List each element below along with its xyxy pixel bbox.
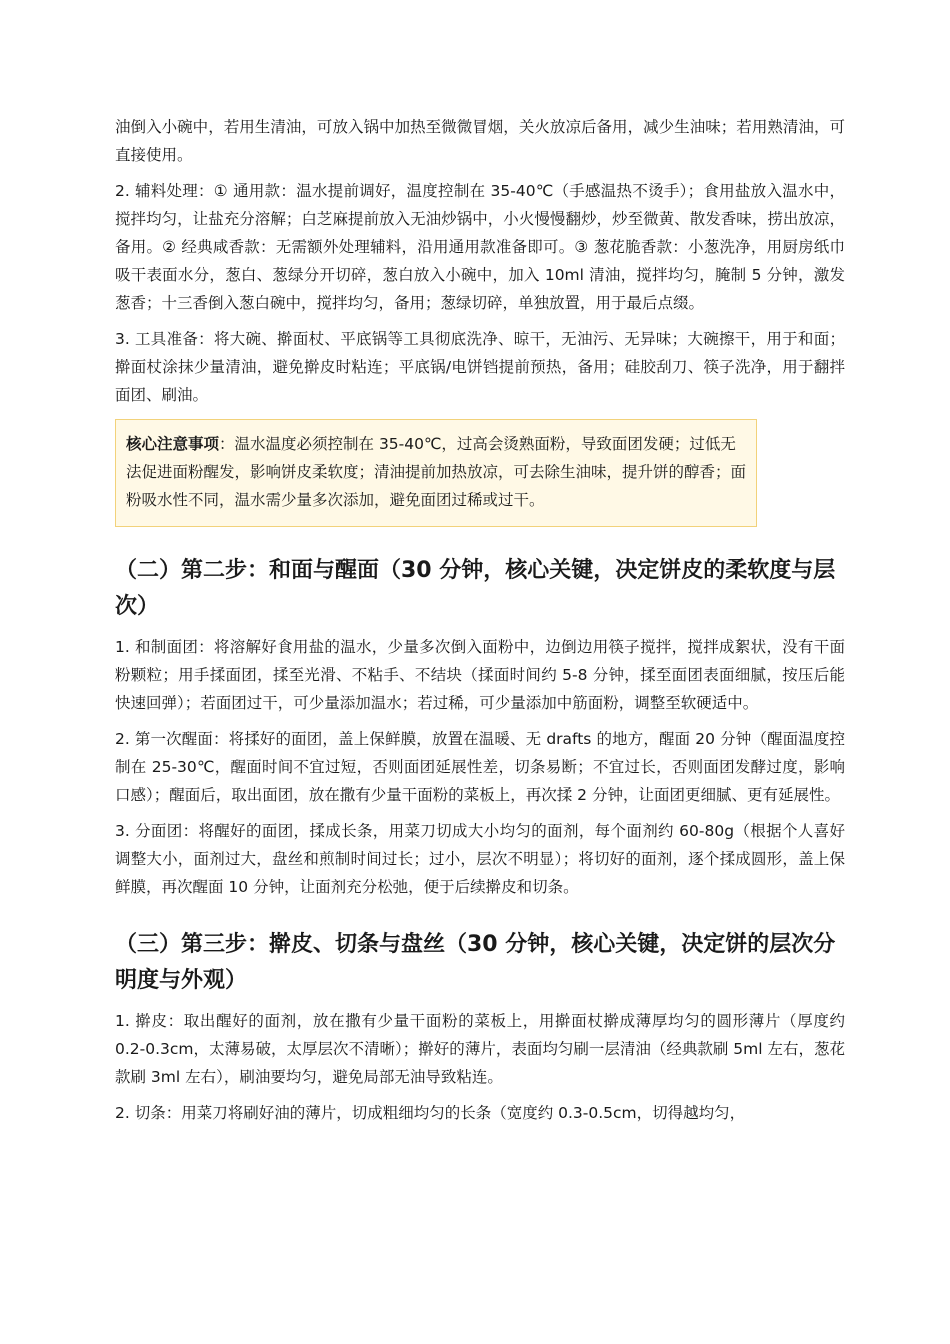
section-heading-step3: （三）第三步：擀皮、切条与盘丝（30 分钟，核心关键，决定饼的层次分明度与外观）	[115, 932, 836, 993]
paragraph-ingredient-prep: 2. 辅料处理：① 通用款：温水提前调好，温度控制在 35-40℃（手感温热不烫手）；食用盐放入温水中，搅拌均匀，让盐充分溶解；白芝麻提前放入无油炒锅中，小火慢慢翻炒，炒至微黄、散发香味，捞出放凉，备用。② 经典咸香款：无需额外处理辅料，沿用通用款准备即可。③ 葱花脆香款：小葱洗净，用厨房纸巾吸干表面水分，葱白、葱绿分开切碎，葱白放入小碗中，加入 10ml 清油，搅拌均匀，腌制 5 分钟，激发葱香；十三香倒入葱白碗中，搅拌均匀，备用；葱绿切碎，单独放置，用于最后点缀。	[115, 182, 845, 312]
paragraph-roll-sheet: 1. 擀皮：取出醒好的面剂，放在撒有少量干面粉的菜板上，用擀面杖擀成薄厚均匀的圆形薄片（厚度约 0.2-0.3cm，太薄易破，太厚层次不清晰）；擀好的薄片，表面均匀刷一层清油（经典款刷 5ml 左右，葱花款刷 3ml 左右），刷油要均匀，避免局部无油导致粘连。	[115, 1012, 845, 1086]
paragraph-first-rest: 2. 第一次醒面：将揉好的面团，盖上保鲜膜，放置在温暖、无 drafts 的地方，醒面 20 分钟（醒面温度控制在 25-30℃，醒面时间不宜过短，否则面团延展性差，切条易断；不宜过长，否则面团发酵过度，影响口感）；醒面后，取出面团，放在撒有少量干面粉的菜板上，再次揉 2 分钟，让面团更细腻、更有延展性。	[115, 730, 845, 804]
key-notes-label: 核心注意事项	[126, 435, 220, 453]
paragraph-cut-strips: 2. 切条：用菜刀将刷好油的薄片，切成粗细均匀的长条（宽度约 0.3-0.5cm，切得越均匀，	[115, 1104, 746, 1122]
paragraph-oil-prep-continued: 油倒入小碗中，若用生清油，可放入锅中加热至微微冒烟，关火放凉后备用，减少生油味；若用熟清油，可直接使用。	[115, 118, 845, 164]
document-body	[115, 113, 845, 1135]
paragraph-knead-dough: 1. 和制面团：将溶解好食用盐的温水，少量多次倒入面粉中，边倒边用筷子搅拌，搅拌成絮状，没有干面粉颗粒；用手揉面团，揉至光滑、不粘手、不结块（揉面时间约 5-8 分钟，揉至面团表面细腻，按压后能快速回弹）；若面团过干，可少量添加温水；若过稀，可少量添加中筋面粉，调整至软硬适中。	[115, 638, 845, 712]
paragraph-tool-prep: 3. 工具准备：将大碗、擀面杖、平底锅等工具彻底洗净、晾干，无油污、无异味；大碗擦干，用于和面；擀面杖涂抹少量清油，避免擀皮时粘连；平底锅/电饼铛提前预热，备用；硅胶刮刀、筷子洗净，用于翻拌面团、刷油。	[115, 330, 845, 404]
key-notes-text: ：温水温度必须控制在 35-40℃，过高会烫熟面粉，导致面团发硬；过低无法促进面粉醒发，影响饼皮柔软度；清油提前加热放凉，可去除生油味，提升饼的醇香；面粉吸水性不同，温水需少量多次添加，避免面团过稀或过干。	[126, 435, 747, 509]
key-notes-callout	[115, 419, 757, 527]
paragraph-divide-dough: 3. 分面团：将醒好的面团，揉成长条，用菜刀切成大小均匀的面剂，每个面剂约 60-80g（根据个人喜好调整大小，面剂过大，盘丝和煎制时间过长；过小，层次不明显）；将切好的面剂，逐个揉成圆形，盖上保鲜膜，再次醒面 10 分钟，让面剂充分松弛，便于后续擀皮和切条。	[115, 822, 845, 896]
section-heading-step2: （二）第二步：和面与醒面（30 分钟，核心关键，决定饼皮的柔软度与层次）	[115, 558, 836, 619]
